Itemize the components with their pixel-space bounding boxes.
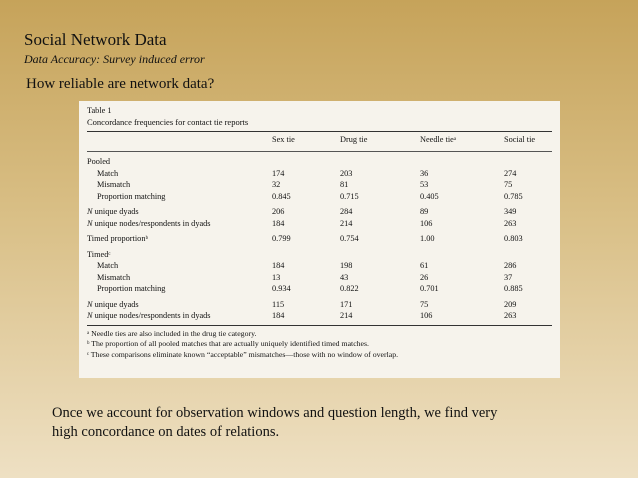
table-cell: 184: [272, 218, 285, 228]
row-label: Mismatch: [97, 180, 131, 189]
table-cell: 1.00: [420, 234, 435, 243]
table-cell: 0.785: [504, 191, 523, 201]
table-label: Table 1: [87, 106, 112, 115]
header-drug-tie: Drug tie: [340, 135, 368, 144]
table-cell: 284: [340, 207, 353, 216]
table-cell: 0.845: [272, 191, 291, 201]
header-sex-tie: Sex tie: [272, 135, 295, 144]
table-cell: 115: [272, 299, 285, 309]
table-cell: 274: [504, 168, 517, 178]
table-notes: [87, 329, 552, 361]
table-cell: 89: [420, 207, 429, 216]
table-cell: 214: [340, 218, 353, 228]
table-row: [87, 233, 552, 245]
table-cell: 0.822: [340, 284, 359, 293]
table-cell: 174: [272, 168, 285, 178]
table-row: [87, 260, 552, 272]
table-cell: 263: [504, 218, 517, 228]
table-cell: 81: [340, 180, 349, 189]
table-row: [87, 310, 552, 322]
conclusion-line-2: high concordance on dates of relations.: [52, 424, 280, 440]
table-row: [87, 191, 552, 203]
table-cell: 0.754: [340, 234, 359, 243]
row-label: N unique dyads: [87, 299, 139, 309]
table-cell: 214: [340, 311, 353, 320]
table-cell: 0.885: [504, 284, 523, 293]
row-label: N unique nodes/respondents in dyads: [87, 218, 211, 228]
row-label: Mismatch: [97, 272, 131, 282]
table-row: [87, 299, 552, 311]
section-label-timed: Timedᶜ: [87, 249, 111, 259]
table-row: [87, 249, 552, 261]
table-cell: 32: [272, 180, 281, 189]
conclusion-line-1: Once we account for observation windows and question length, we find very: [52, 405, 498, 421]
table-note: ᵃ Needle ties are also included in the drug tie category.: [87, 328, 257, 338]
table-cell: 36: [420, 168, 429, 178]
row-label: Proportion matching: [97, 191, 166, 201]
row-label: Proportion matching: [97, 284, 166, 293]
table-cell: 0.803: [504, 234, 523, 243]
table-cell: 43: [340, 272, 349, 282]
table-cell: 106: [420, 218, 433, 228]
row-label: Match: [97, 168, 119, 178]
table-note: ᵇ The proportion of all pooled matches that are actually uniquely identified timed matches.: [87, 339, 370, 349]
slide-conclusion: [52, 404, 592, 442]
table-row: [87, 168, 552, 180]
table-cell: 286: [504, 261, 517, 270]
table-header-row: [87, 132, 552, 148]
slide-title: Social Network Data: [24, 30, 167, 49]
table-cell: 198: [340, 261, 353, 270]
section-label-pooled: Pooled: [87, 157, 111, 166]
table-cell: 26: [420, 272, 429, 282]
table-cell: 184: [272, 261, 285, 270]
table-row: [87, 218, 552, 230]
concordance-table: [79, 101, 560, 378]
table-cell: 106: [420, 311, 433, 320]
table-cell: 184: [272, 311, 285, 320]
table-row: [87, 272, 552, 284]
table-cell: 349: [504, 207, 517, 216]
row-label: Match: [97, 261, 119, 270]
table-cell: 0.701: [420, 284, 439, 293]
table-cell: 75: [504, 180, 513, 189]
slide-question: How reliable are network data?: [26, 76, 215, 92]
table-cell: 209: [504, 299, 517, 309]
table-cell: 0.799: [272, 234, 291, 243]
header-needle-tie: Needle tieᵃ: [420, 135, 457, 144]
table-bottom-rule: [87, 325, 552, 326]
table-row: [87, 283, 552, 295]
table-cell: 37: [504, 272, 513, 282]
table-cell: 263: [504, 311, 517, 320]
row-label: N unique nodes/respondents in dyads: [87, 311, 211, 320]
table-cell: 206: [272, 207, 285, 216]
row-label: N unique dyads: [87, 207, 139, 216]
table-cell: 0.934: [272, 284, 291, 293]
header-social-tie: Social tie: [504, 135, 536, 144]
table-row: [87, 156, 552, 168]
table-cell: 0.405: [420, 191, 439, 201]
table-caption: Concordance frequencies for contact tie reports: [87, 116, 249, 127]
table-cell: 0.715: [340, 191, 359, 201]
table-note: ᶜ These comparisons eliminate known “acceptable” mismatches—those with no window of overlap.: [87, 349, 399, 359]
table-cell: 13: [272, 272, 281, 282]
table-row: [87, 179, 552, 191]
table-cell: 61: [420, 261, 429, 270]
row-label: Timed proportionᵇ: [87, 234, 149, 243]
table-cell: 75: [420, 299, 429, 309]
table-cell: 171: [340, 299, 353, 309]
table-cell: 53: [420, 180, 429, 189]
table-cell: 203: [340, 168, 353, 178]
slide-subtitle: Data Accuracy: Survey induced error: [24, 52, 205, 66]
table-row: [87, 206, 552, 218]
